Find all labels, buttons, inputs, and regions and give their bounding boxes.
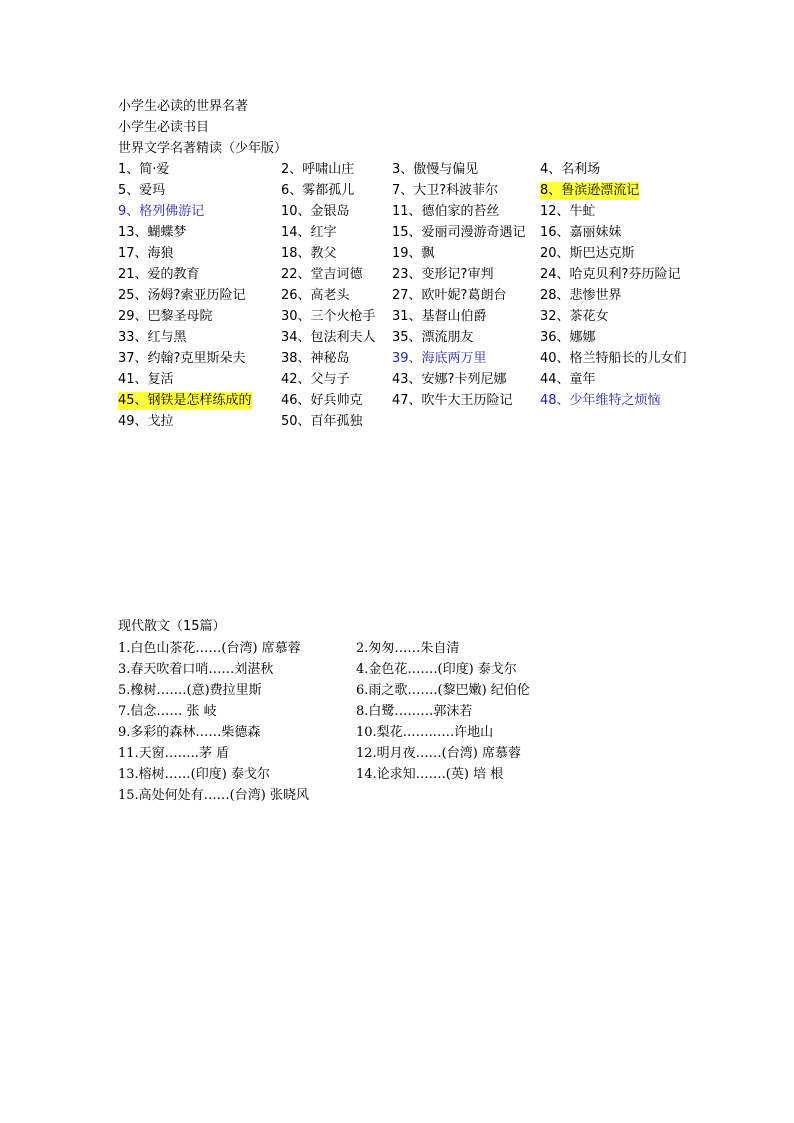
book-item: 42、父与子 — [281, 372, 350, 387]
book-item: 43、安娜?卡列尼娜 — [392, 372, 507, 387]
book-item: 19、飘 — [392, 246, 435, 261]
essay-item: 14.论求知…….(英) 培 根 — [356, 767, 504, 782]
book-item: 4、名利场 — [540, 162, 601, 177]
book-item: 11、德伯家的苔丝 — [392, 204, 500, 219]
book-item: 44、童年 — [540, 372, 596, 387]
essay-item: 13.榕树……(印度) 泰戈尔 — [118, 767, 270, 782]
book-item[interactable]: 39、海底两万里 — [392, 351, 487, 366]
book-item: 18、教父 — [281, 246, 337, 261]
book-item: 23、变形记?审判 — [392, 267, 494, 282]
book-item: 47、吹牛大王历险记 — [392, 393, 513, 408]
book-item: 36、娜娜 — [540, 330, 596, 345]
essay-item: 4.金色花…….(印度) 泰戈尔 — [356, 662, 517, 677]
book-item: 35、漂流朋友 — [392, 330, 474, 345]
book-item: 26、高老头 — [281, 288, 350, 303]
book-item: 7、大卫?科波菲尔 — [392, 183, 499, 198]
essay-item: 12.明月夜……(台湾) 席慕蓉 — [356, 746, 521, 761]
doc-title: 小学生必读的世界名著 — [118, 99, 249, 114]
essay-item: 2.匆匆……朱自清 — [356, 641, 460, 656]
book-item: 27、欧叶妮?葛朗台 — [392, 288, 507, 303]
essay-item: 1.白色山茶花……(台湾) 席慕蓉 — [118, 641, 301, 656]
book-item: 3、傲慢与偏见 — [392, 162, 479, 177]
book-item: 10、金银岛 — [281, 204, 350, 219]
book-item: 20、斯巴达克斯 — [540, 246, 635, 261]
doc-subtitle: 小学生必读书目 — [118, 120, 210, 135]
section-title-world-classics: 世界文学名著精读（少年版） — [118, 141, 288, 156]
book-item: 24、哈克贝利?芬历险记 — [540, 267, 681, 282]
book-item: 15、爱丽司漫游奇遇记 — [392, 225, 526, 240]
book-item[interactable]: 48、少年维特之烦恼 — [540, 393, 661, 408]
book-item: 8、鲁滨逊漂流记 — [540, 183, 640, 198]
book-item: 2、呼啸山庄 — [281, 162, 355, 177]
book-item: 41、复活 — [118, 372, 174, 387]
essay-item: 15.高处何处有……(台湾) 张晓风 — [118, 788, 309, 803]
essay-item: 11.天窗……..茅 盾 — [118, 746, 230, 761]
book-item: 31、基督山伯爵 — [392, 309, 487, 324]
book-item: 37、约翰?克里斯朵夫 — [118, 351, 246, 366]
book-item: 28、悲惨世界 — [540, 288, 622, 303]
book-item: 5、爱玛 — [118, 183, 166, 198]
book-item: 12、牛虻 — [540, 204, 596, 219]
book-item: 30、三个火枪手 — [281, 309, 376, 324]
book-item: 16、嘉丽妹妹 — [540, 225, 622, 240]
essay-item: 9.多彩的森林……柴德森 — [118, 725, 261, 740]
book-item: 1、简·爱 — [118, 162, 170, 177]
book-item: 21、爱的教育 — [118, 267, 200, 282]
book-item: 38、神秘岛 — [281, 351, 350, 366]
book-item: 49、戈拉 — [118, 414, 174, 429]
book-item: 32、茶花女 — [540, 309, 609, 324]
book-item: 13、蝴蝶梦 — [118, 225, 187, 240]
essay-item: 5.橡树…….(意)费拉里斯 — [118, 683, 262, 698]
book-item: 6、雾都孤儿 — [281, 183, 355, 198]
book-item: 46、好兵帅克 — [281, 393, 363, 408]
book-item: 17、海狼 — [118, 246, 174, 261]
book-item: 14、红字 — [281, 225, 337, 240]
book-item: 34、包法利夫人 — [281, 330, 376, 345]
book-item: 33、红与黑 — [118, 330, 187, 345]
essay-item: 3.春天吹着口哨……刘湛秋 — [118, 662, 274, 677]
book-item: 29、巴黎圣母院 — [118, 309, 213, 324]
essay-item: 10.梨花……..….许地山 — [356, 725, 494, 740]
book-item: 22、堂吉诃德 — [281, 267, 363, 282]
book-item[interactable]: 9、格列佛游记 — [118, 204, 205, 219]
essay-item: 8.白鹭………郭沫若 — [356, 704, 473, 719]
essay-item: 6.雨之歌…….(黎巴嫩) 纪伯伦 — [356, 683, 530, 698]
book-item: 40、格兰特船长的儿女们 — [540, 351, 687, 366]
essay-item: 7.信念…… 张 岐 — [118, 704, 217, 719]
book-item: 50、百年孤独 — [281, 414, 363, 429]
book-item: 45、钢铁是怎样练成的 — [118, 393, 252, 408]
section-title-essays: 现代散文（15篇） — [118, 619, 226, 634]
book-item: 25、汤姆?索亚历险记 — [118, 288, 246, 303]
